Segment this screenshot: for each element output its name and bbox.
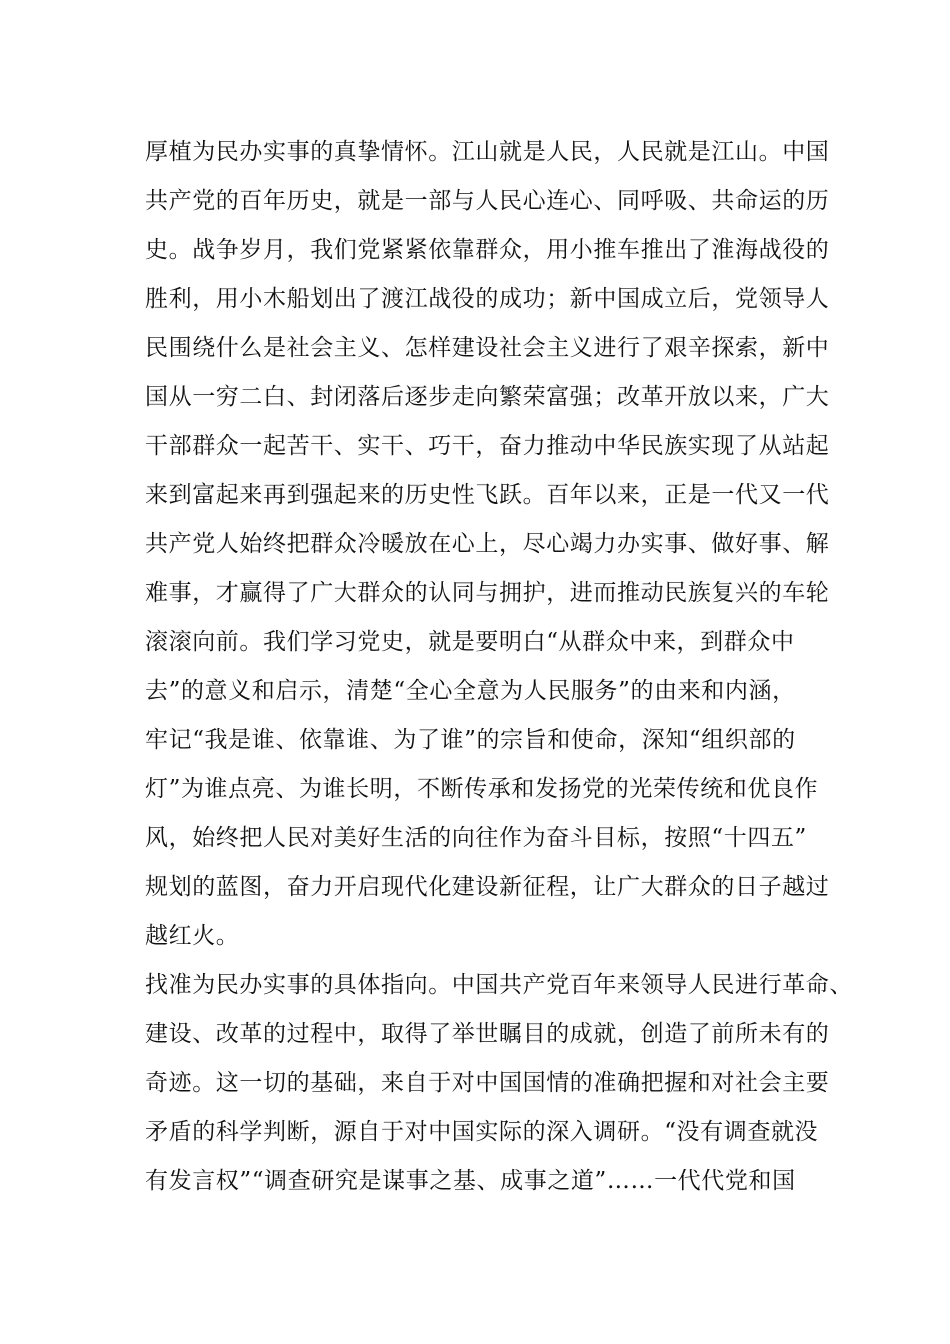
text-line: 牢记“我是谁、依靠谁、为了谁”的宗旨和使命，深知“组织部的 <box>145 727 796 753</box>
text-line: 共产党的百年历史，就是一部与人民心连心、同呼吸、共命运的历 <box>145 188 830 214</box>
text-line: 来到富起来再到强起来的历史性飞跃。百年以来，正是一代又一代 <box>145 482 830 508</box>
text-line: 胜利，用小木船划出了渡江战役的成功；新中国成立后，党领导人 <box>145 286 830 312</box>
text-line: 滚滚向前。我们学习党史，就是要明白“从群众中来，到群众中 <box>145 629 795 655</box>
text-line: 难事，才赢得了广大群众的认同与拥护，进而推动民族复兴的车轮 <box>145 580 830 606</box>
text-line: 找准为民办实事的具体指向。中国共产党百年来领导人民进行革命、 <box>145 972 853 998</box>
text-line: 去”的意义和启示，清楚“全心全意为人民服务”的由来和内涵， <box>145 678 796 704</box>
text-line: 共产党人始终把群众冷暖放在心上，尽心竭力办实事、做好事、解 <box>145 531 830 557</box>
text-line: 厚植为民办实事的真挚情怀。江山就是人民，人民就是江山。中国 <box>145 139 830 165</box>
text-line: 民围绕什么是社会主义、怎样建设社会主义进行了艰辛探索，新中 <box>145 335 830 361</box>
text-line: 国从一穷二白、封闭落后逐步走向繁荣富强；改革开放以来，广大 <box>145 384 830 410</box>
text-line: 奇迹。这一切的基础，来自于对中国国情的准确把握和对社会主要 <box>145 1070 830 1096</box>
text-line: 灯”为谁点亮、为谁长明，不断传承和发扬党的光荣传统和优良作 <box>145 776 819 802</box>
text-line: 干部群众一起苦干、实干、巧干，奋力推动中华民族实现了从站起 <box>145 433 830 459</box>
text-line: 规划的蓝图，奋力开启现代化建设新征程，让广大群众的日子越过 <box>145 874 830 900</box>
text-line: 越红火。 <box>145 923 240 949</box>
text-line: 风，始终把人民对美好生活的向往作为奋斗目标，按照“十四五” <box>145 825 807 851</box>
text-line: 矛盾的科学判断，源自于对中国实际的深入调研。“没有调查就没 <box>145 1119 819 1145</box>
text-line: 建设、改革的过程中，取得了举世瞩目的成就，创造了前所未有的 <box>145 1021 830 1047</box>
text-line: 史。战争岁月，我们党紧紧依靠群众，用小推车推出了淮海战役的 <box>145 237 830 263</box>
text-line: 有发言权”“调查研究是谋事之基、成事之道”……一代代党和国 <box>145 1168 796 1194</box>
